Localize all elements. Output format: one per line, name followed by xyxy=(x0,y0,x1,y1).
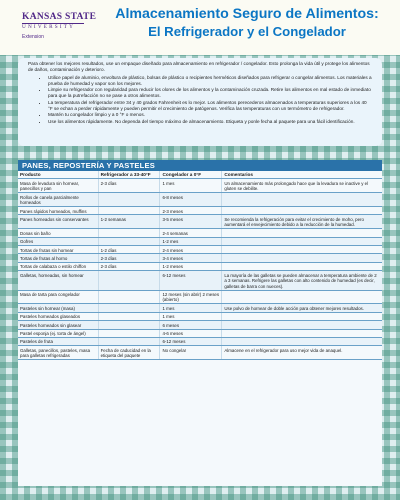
cell-freezer: 1-2 mes xyxy=(160,237,222,245)
cell-freezer: 2-4 semanas xyxy=(160,229,222,237)
cell-comments: La mayoría de las galletas se pueden almacenar a temperatura ambiente de 2 a 3 semanas. Refrigere las galletas con alto contenido de humedad (es decir, galletas de barra con nueces). xyxy=(222,271,382,290)
cell-comments xyxy=(222,229,382,237)
cell-comments: Use polvo de hornear de doble acción para obtener mejores resultados. xyxy=(222,304,382,312)
storage-tips-box xyxy=(18,58,382,146)
column-header-comments: Comentarios xyxy=(222,171,382,179)
cell-product: Gofres xyxy=(18,237,98,245)
cell-product: Pastel esponja (ej. torta de ángel) xyxy=(18,329,98,337)
table-row xyxy=(18,271,382,290)
cell-freezer: 4-6 meses xyxy=(160,329,222,337)
cell-refrigerator: 2-3 días xyxy=(98,254,160,262)
cell-refrigerator xyxy=(98,229,160,237)
cell-refrigerator: 2-3 días xyxy=(98,179,160,193)
breads-pastries-section xyxy=(18,160,382,486)
cell-comments xyxy=(222,237,382,245)
cell-freezer: 12 meses (sin abrir) 2 meses (abierto) xyxy=(160,290,222,304)
table-header-row xyxy=(18,171,382,179)
table-row xyxy=(18,312,382,320)
logo-bottom-text: UNIVERSITY xyxy=(22,23,84,31)
cell-comments xyxy=(222,254,382,262)
cell-product: Pasteles horneados sin glasear xyxy=(18,321,98,329)
cell-freezer: 2-4 meses xyxy=(160,246,222,254)
cell-product: Galletas, panecillos, pasteles, masa para galletas refrigeradas xyxy=(18,346,98,360)
cell-product: Masa de levadura sin hornear, panecillos y pan xyxy=(18,179,98,193)
cell-product: Pasteles sin hornear (masa) xyxy=(18,304,98,312)
table-row xyxy=(18,193,382,207)
tips-intro: Para obtener los mejores resultados, use un empaque diseñado para almacenamiento en refrigerador / congelador. Esto prolonga la vida útil y protege los alimentos de daños, contaminación y deterioro. xyxy=(28,61,370,73)
cell-refrigerator: Fecha de caducidad en la etiqueta del paquete xyxy=(98,346,160,360)
cell-comments: Almacene en el refrigerador para uso mejor vida de anaquel. xyxy=(222,346,382,360)
tip-item: • Limpie su refrigerador con regularidad para reducir los olores de los alimentos y la contaminación cruzada. Retire los alimentos en mal estado de inmediato para que la putrefacción no se pase a otros alimentos. xyxy=(48,87,372,100)
cell-product: Pasteles de fruta xyxy=(18,337,98,345)
cell-freezer: 6-12 meses xyxy=(160,271,222,290)
cell-freezer: 1-2 meses xyxy=(160,262,222,270)
cell-comments xyxy=(222,207,382,215)
cell-comments: Se recomienda la refrigeración para evitar el crecimiento de moho, pero aumentará el envejecimiento debido a la reducción de la humedad. xyxy=(222,215,382,229)
cell-refrigerator: 1-2 semanas xyxy=(98,215,160,229)
cell-refrigerator xyxy=(98,237,160,245)
cell-refrigerator xyxy=(98,193,160,207)
column-header-refrigerator: Refrigerador a 33-40°F xyxy=(98,171,160,179)
tip-item: • Utilice papel de aluminio, envoltura de plástico, bolsas de plástico o recipientes herméticos diseñados para refrigerar o congelar alimentos. Los materiales a prueba de humedad y vapor son los mejores. xyxy=(48,75,372,88)
cell-comments xyxy=(222,246,382,254)
cell-freezer: No congelar xyxy=(160,346,222,360)
cell-freezer: 6-12 meses xyxy=(160,337,222,345)
cell-refrigerator xyxy=(98,312,160,320)
cell-comments xyxy=(222,337,382,345)
kansas-state-logo xyxy=(22,12,97,40)
title-line-1: Almacenamiento Seguro de Alimentos: xyxy=(115,6,379,22)
table-row xyxy=(18,246,382,254)
table-row xyxy=(18,346,382,360)
cell-refrigerator xyxy=(98,337,160,345)
table-row xyxy=(18,304,382,312)
cell-refrigerator xyxy=(98,207,160,215)
table-row xyxy=(18,179,382,193)
table-row xyxy=(18,215,382,229)
cell-product: Pasteles horneados glaseados xyxy=(18,312,98,320)
cell-product: Tortas de calabaza o estilo chiffon xyxy=(18,262,98,270)
cell-refrigerator xyxy=(98,329,160,337)
section-title: PANES, REPOSTERÍA Y PASTELES xyxy=(18,160,382,171)
column-header-product: Producto xyxy=(18,171,98,179)
title-line-2: El Refrigerador y el Congelador xyxy=(148,24,346,39)
table-row xyxy=(18,254,382,262)
cell-freezer: 3-4 meses xyxy=(160,254,222,262)
cell-freezer: 6 meses xyxy=(160,321,222,329)
tip-item: • La temperatura del refrigerador entre 34 y 40 grados Fahrenheit es lo mejor. Los alimentos perecederos almacenados a temperaturas superiores a los 40 °F se echan a perder rápidamente y pueden permitir el crecimiento de patógenos. Verifica las temperaturas con un termómetro de refrigerador. xyxy=(48,100,372,113)
cell-refrigerator xyxy=(98,290,160,304)
cell-freezer: 6-8 meses xyxy=(160,193,222,207)
cell-comments xyxy=(222,312,382,320)
cell-product: Tortas de frutas al horno xyxy=(18,254,98,262)
table-row xyxy=(18,329,382,337)
cell-product: Donas sin baño xyxy=(18,229,98,237)
cell-product: Panes horneados sin conservantes xyxy=(18,215,98,229)
table-row xyxy=(18,229,382,237)
cell-product: Masa de tarta para congelador xyxy=(18,290,98,304)
cell-comments xyxy=(222,193,382,207)
tip-item: • Mantén tu congelador limpio y a 0 °F o menos. xyxy=(48,112,372,118)
cell-freezer: 1 mes xyxy=(160,312,222,320)
cell-refrigerator xyxy=(98,321,160,329)
cell-refrigerator xyxy=(98,271,160,290)
table-row xyxy=(18,321,382,329)
cell-refrigerator: 2-3 días xyxy=(98,262,160,270)
page-title xyxy=(98,6,396,40)
table-row xyxy=(18,237,382,245)
table-row xyxy=(18,337,382,345)
header-band xyxy=(0,0,400,55)
table-row xyxy=(18,207,382,215)
logo-top-text: KANSAS STATE xyxy=(22,12,97,22)
cell-freezer: 2-3 meses xyxy=(160,207,222,215)
cell-refrigerator: 1-2 días xyxy=(98,246,160,254)
tip-item: • Use los alimentos rápidamente. No dependa del tiempo máximo de almacenamiento. Etiqueta y ponle fecha al paquete para una fácil identificación. xyxy=(48,119,372,125)
cell-comments xyxy=(222,262,382,270)
cell-comments xyxy=(222,329,382,337)
column-header-freezer: Congelador a 0°F xyxy=(160,171,222,179)
table-body xyxy=(18,179,382,360)
logo-extension-text: Extension xyxy=(22,34,44,40)
cell-comments xyxy=(222,321,382,329)
tips-list xyxy=(28,75,372,125)
cell-product: Panes rápidos horneados, muffins xyxy=(18,207,98,215)
cell-freezer: 1 mes xyxy=(160,179,222,193)
cell-comments: Un almacenamiento más prolongado hace que la levadura se inactive y el gluten se debilite. xyxy=(222,179,382,193)
cell-product: Rollos de canela parcialmente horneados xyxy=(18,193,98,207)
cell-freezer: 3-5 meses xyxy=(160,215,222,229)
cell-product: Galletas, horneadas, sin hornear xyxy=(18,271,98,290)
table-row xyxy=(18,290,382,304)
storage-table xyxy=(18,171,382,360)
cell-refrigerator xyxy=(98,304,160,312)
cell-product: Tortas de frutas sin hornear xyxy=(18,246,98,254)
cell-freezer: 1 mes xyxy=(160,304,222,312)
table-row xyxy=(18,262,382,270)
cell-comments xyxy=(222,290,382,304)
